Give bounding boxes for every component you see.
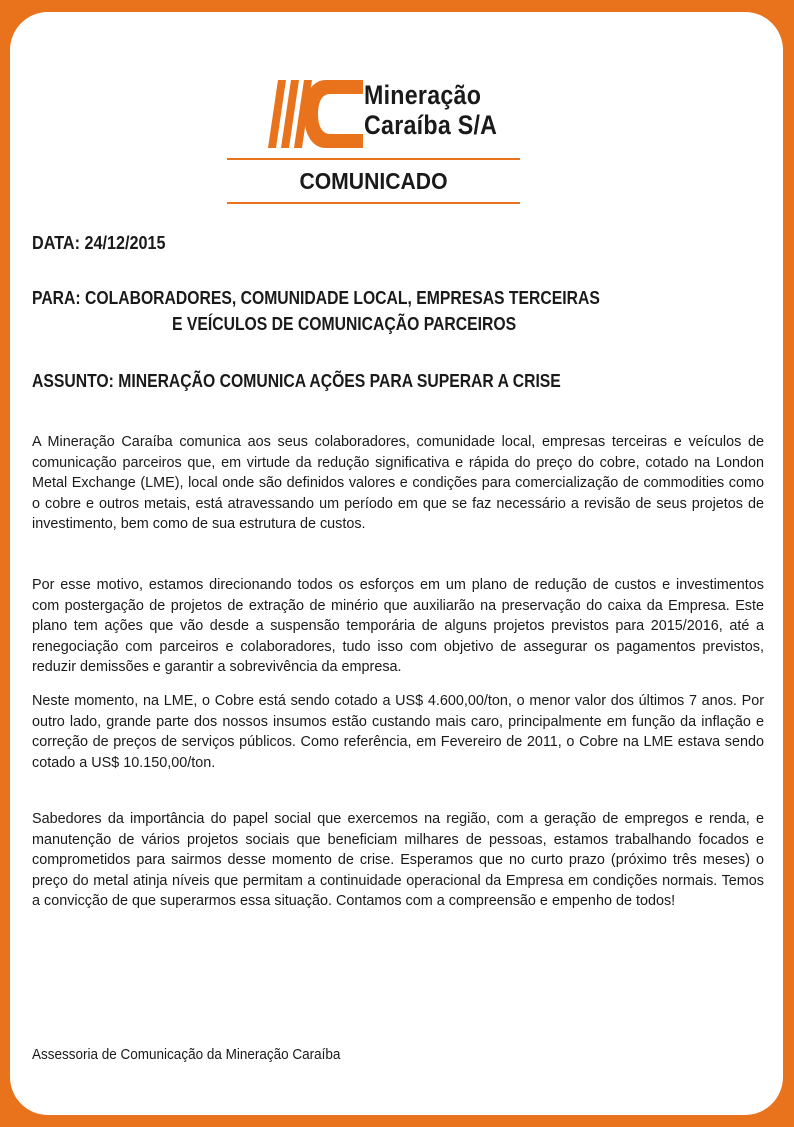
- body-paragraph-3: Neste momento, na LME, o Cobre está sendo cotado a US$ 4.600,00/ton, o menor valor dos últimos 7 anos. Por outro lado, grande parte dos nossos insumos estão custando mais caro, principalmente em função da inflação e correção de preços de serviços públicos. Como referência, em Fevereiro de 2011, o Cobre na LME estava sendo cotado a US$ 10.150,00/ton.: [32, 693, 764, 771]
- heading-rule-top: [227, 158, 520, 160]
- body-paragraph-4: Sabedores da importância do papel social que exercemos na região, com a geração de empregos e renda, e manutenção de vários projetos sociais que beneficiam milhares de pessoas, estamos trabalhando focados e comprometidos para sairmos desse momento de crise. Esperamos que no curto prazo (próximo três meses) o preço do metal atinja níveis que permitam a continuidade operacional da Empresa em condições normais. Temos a convicção de que superarmos essa situação. Contamos com a compreensão e empenho de todos!: [32, 811, 764, 910]
- company-name-line2: Caraíba S/A: [364, 110, 498, 140]
- recipients-line-2: E VEÍCULOS DE COMUNICAÇÃO PARCEIROS: [172, 314, 517, 334]
- subject-line: ASSUNTO: MINERAÇÃO COMUNICA AÇÕES PARA SUPERAR A CRISE: [32, 371, 561, 391]
- company-name: [364, 80, 497, 140]
- company-logo: [266, 74, 556, 154]
- document-page: [10, 12, 783, 1115]
- signature: Assessoria de Comunicação da Mineração Caraíba: [32, 1046, 341, 1063]
- date-line: DATA: 24/12/2015: [32, 233, 166, 253]
- recipients-line-1: PARA: COLABORADORES, COMUNIDADE LOCAL, EMPRESAS TERCEIRAS: [32, 288, 600, 308]
- body-paragraph-2: Por esse motivo, estamos direcionando todos os esforços em um plano de redução de custos e investimentos com postergação de projetos de extração de minério que auxiliarão na preservação do caixa da Empresa. Este plano tem ações que vão desde a suspensão temporária de alguns projetos previstos para 2015/2016, até a renegociação com parceiros e colaboradores, tudo isso com objetivo de assegurar os pagamentos previstos, reduzir demissões e garantir a sobrevivência da empresa.: [32, 577, 764, 676]
- body-paragraph-1: A Mineração Caraíba comunica aos seus colaboradores, comunidade local, empresas terceiras e veículos de comunicação parceiros que, em virtude da redução significativa e rápida do preço do cobre, cotado na London Metal Exchange (LME), local onde são definidos valores e condições para comercialização de commodities como o cobre e outros metais, está atravessando um período em que se faz necessário a revisão de seus projetos de investimento, bem como de sua estrutura de custos.: [32, 434, 764, 533]
- document-heading: COMUNICADO: [299, 168, 448, 194]
- heading-rule-bottom: [227, 202, 520, 204]
- company-name-line1: Mineração: [364, 80, 482, 110]
- company-logo-mark-icon: [266, 74, 366, 154]
